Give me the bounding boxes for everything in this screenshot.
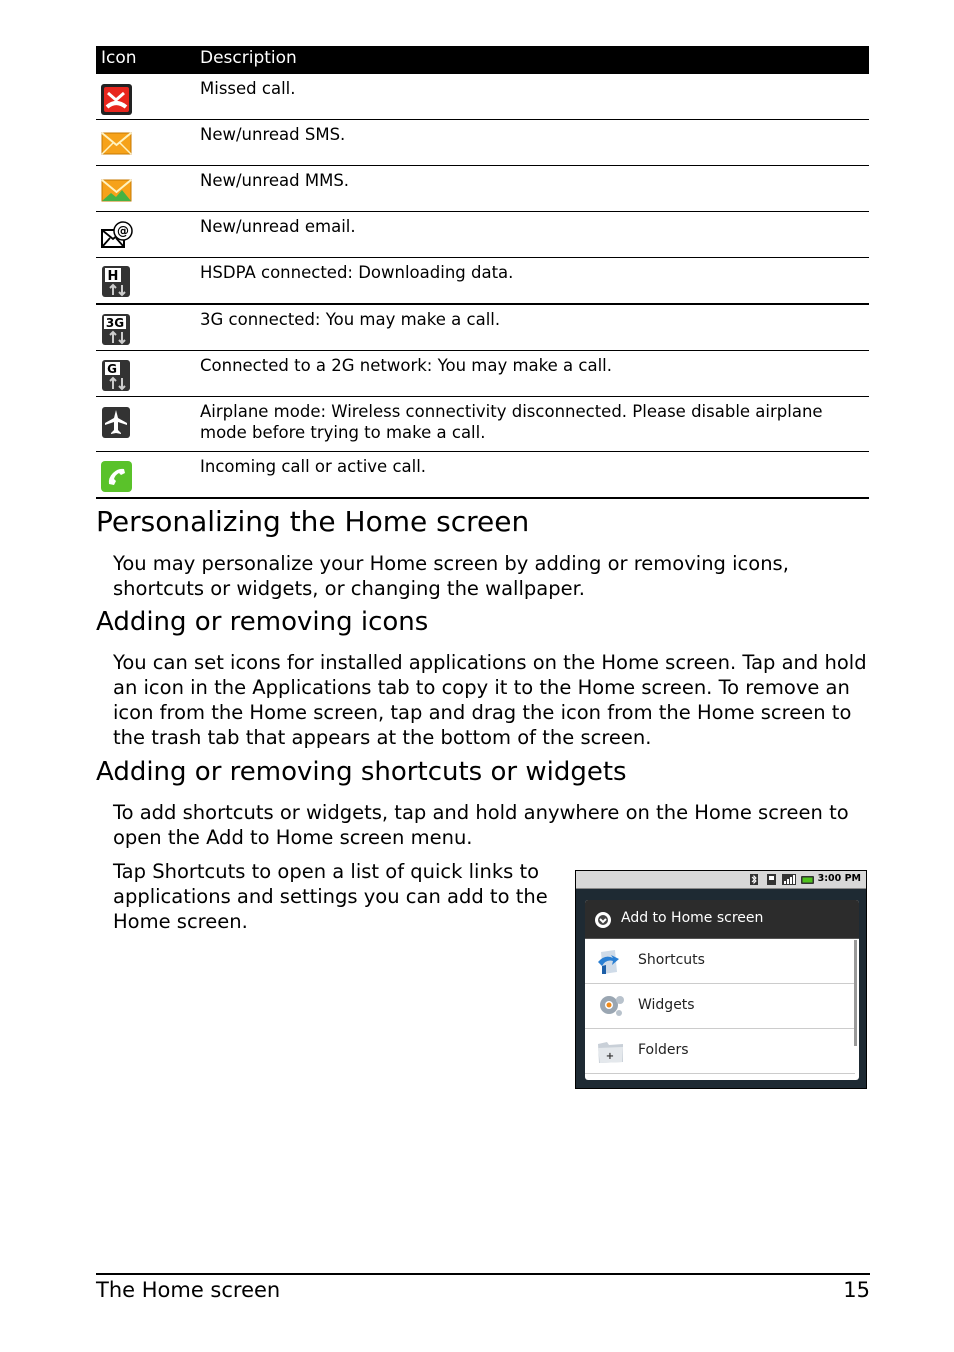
header-icon-label: Icon [101,48,137,68]
table-row [96,397,869,452]
page-number: 15 [843,1278,870,1302]
widgets-icon [595,991,627,1021]
table-header [96,46,869,74]
footer-chapter-title: The Home screen [96,1278,281,1302]
header-description-label: Description [200,48,297,68]
dialog-title-bar [585,900,859,939]
icon-table [96,46,869,499]
footer-rule [96,1273,870,1275]
dialog-scrollbar[interactable] [854,940,857,1046]
section-title-icons: Adding or removing icons [96,607,429,637]
paragraph-personalizing: You may personalize your Home screen by adding or removing icons, shortcuts or widgets, or changing the wallpaper. [113,552,789,600]
status-bar [576,871,866,889]
row-description: HSDPA connected: Downloading data. [200,263,514,282]
section-title-personalizing: Personalizing the Home screen [96,505,530,538]
menu-item-label: Folders [638,1042,689,1058]
row-description: Connected to a 2G network: You may make a call. [200,356,612,375]
bluetooth-icon [750,874,758,885]
menu-item-widgets[interactable] [585,984,855,1029]
table-row [96,351,869,397]
status-time: 3:00 PM [817,873,861,884]
svg-text:H: H [107,269,119,284]
folders-icon [595,1036,627,1066]
add-icon [594,911,612,929]
paragraph-shortcuts: To add shortcuts or widgets, tap and hold anywhere on the Home screen to open the Add to Home screen menu. [113,801,849,849]
missed-call-icon [100,83,133,116]
menu-item-label: Widgets [638,997,695,1013]
svg-text:3G: 3G [105,316,125,330]
svg-text:@: @ [117,224,129,238]
table-row [96,452,869,499]
paragraph-tap-shortcuts [113,859,553,934]
shortcuts-keyword: Shortcuts [152,860,246,883]
email-icon [100,220,133,253]
table-row [96,166,869,212]
mms-icon [100,173,133,206]
3g-icon [100,313,133,346]
row-description: Airplane mode: Wireless connectivity disconnected. Please disable airplane mode before trying to make a call. [200,402,823,442]
row-description: Incoming call or active call. [200,457,427,476]
paragraph-icons: You can set icons for installed applications on the Home screen. Tap and hold an icon in the Applications tab to copy it to the Home screen. To remove an icon from the Home screen, tap and drag the icon from the Home screen to the trash tab that appears at the bottom of the screen. [113,651,867,749]
tap-prefix: Tap [113,860,153,883]
row-description: New/unread email. [200,217,356,236]
row-description: New/unread SMS. [200,125,346,144]
table-row [96,258,869,305]
menu-item-label: Shortcuts [638,952,705,968]
menu-item-shortcuts[interactable] [585,939,855,984]
active-call-icon [100,460,133,493]
signal-icon [782,874,796,885]
table-row [96,305,869,351]
sms-icon [100,127,133,160]
dialog-title: Add to Home screen [621,910,764,926]
table-row [96,120,869,166]
tap-suffix: to open a list of quick links to applications and settings you can add to the Home screen. [113,860,548,933]
svg-text:+: + [605,1051,615,1062]
menu-item-folders[interactable] [585,1029,855,1074]
add-to-home-dialog [585,900,859,1080]
sim-icon [767,874,776,885]
table-row [96,212,869,258]
shortcuts-icon [595,946,627,976]
svg-text:G: G [107,362,117,376]
add-to-home-screenshot [575,870,867,1089]
table-row [96,74,869,120]
airplane-icon [100,406,133,439]
battery-icon [801,874,815,885]
2g-icon [100,359,133,392]
section-title-shortcuts: Adding or removing shortcuts or widgets [96,757,627,787]
hsdpa-icon [100,265,133,298]
row-description: 3G connected: You may make a call. [200,310,501,329]
row-description: Missed call. [200,79,296,98]
row-description: New/unread MMS. [200,171,350,190]
